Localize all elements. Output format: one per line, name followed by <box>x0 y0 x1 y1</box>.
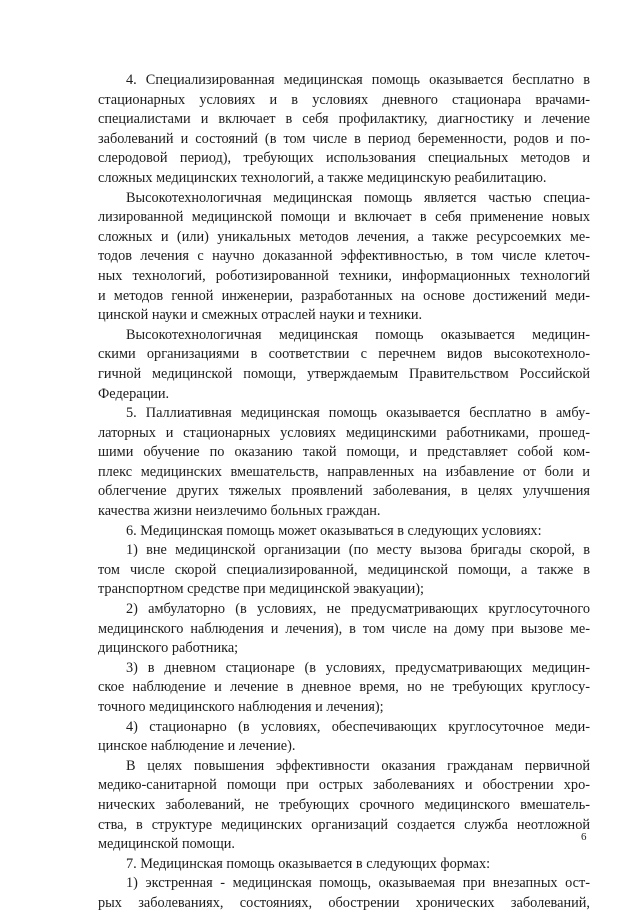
text-line: 6. Медицинская помощь может оказываться в следующих условиях: <box>126 522 542 539</box>
document-body <box>98 71 590 914</box>
text-line: стационарных условиях и в условиях дневного стационара врачами- <box>98 91 590 108</box>
text-line: латорных и стационарных условиях медицинскими работниками, прошед- <box>98 424 590 441</box>
text-line: скими организациями в соответствии с перечнем видов высокотехноло- <box>98 346 590 363</box>
text-line: 5. Паллиативная медицинская помощь оказывается бесплатно в амбу- <box>126 405 590 422</box>
text-line: 3) в дневном стационаре (в условиях, предусматривающих медицин- <box>126 659 590 676</box>
text-line: сложных медицинских технологий, а также медицинскую реабилитацию. <box>98 169 547 186</box>
text-line: Высокотехнологичная медицинская помощь оказывается медицин- <box>126 326 590 343</box>
text-line: 4) стационарно (в условиях, обеспечивающих круглосуточное меди- <box>126 718 590 735</box>
text-line: рых заболеваниях, состояниях, обострении хронических заболеваний, <box>98 894 590 911</box>
text-line: 2) амбулаторно (в условиях, не предусматривающих круглосуточного <box>126 601 590 618</box>
text-line: дицинского работника; <box>98 640 239 657</box>
text-line: Высокотехнологичная медицинская помощь является частью специа- <box>126 189 590 206</box>
text-line: транспортном средстве при медицинской эвакуации); <box>98 581 425 598</box>
text-line: ства, в структуре медицинских организаций создается служба неотложной <box>98 816 590 833</box>
text-line: 4. Специализированная медицинская помощь оказывается бесплатно в <box>126 72 590 88</box>
text-line: Федерации. <box>98 385 170 402</box>
text-line: нических заболеваний, не требующих срочного медицинского вмешатель- <box>98 796 590 813</box>
text-line: тодов лечения с научно доказанной эффективностью, в том числе клеточ- <box>98 248 590 265</box>
text-line: В целях повышения эффективности оказания гражданам первичной <box>126 757 590 774</box>
text-line: медицинского наблюдения и лечения), в том числе на дому при вызове ме- <box>98 620 590 637</box>
text-line: цинской науки и смежных отраслей науки и техники. <box>98 307 423 324</box>
text-line: слеродовой период), требующих использования специальных методов и <box>98 150 590 167</box>
text-line: 1) экстренная - медицинская помощь, оказываемая при внезапных ост- <box>126 875 590 892</box>
text-line: сложных и (или) уникальных методов лечения, а также ресурсоемких ме- <box>98 228 590 245</box>
text-line: ское наблюдение и лечение в дневное время, но не требующих круглосу- <box>98 679 590 696</box>
text-line: специалистами и включает в себя профилактику, диагностику и лечение <box>98 111 590 128</box>
text-line: качества жизни неизлечимо больных граждан. <box>98 503 381 520</box>
text-line: медико-санитарной помощи при острых заболеваниях и обострении хро- <box>98 777 590 794</box>
text-line: цинское наблюдение и лечение). <box>98 738 296 755</box>
text-line: плекс медицинских вмешательств, направленных на избавление от боли и <box>98 463 590 480</box>
text-line: и методов генной инженерии, разработанных на основе достижений меди- <box>98 287 590 304</box>
text-line: заболеваний и состояний (в том числе в период беременности, родов и по- <box>98 130 590 147</box>
text-line: 7. Медицинская помощь оказывается в следующих формах: <box>126 855 491 872</box>
text-line: том числе скорой специализированной, медицинской помощи, а также в <box>98 561 590 578</box>
text-line: ных технологий, роботизированной техники, информационных технологий <box>98 267 590 284</box>
text-line: медицинской помощи. <box>98 836 235 853</box>
text-line: гичной медицинской помощи, утверждаемым Правительством Российской <box>98 365 590 382</box>
text-line: 1) вне медицинской организации (по месту вызова бригады скорой, в <box>126 542 590 559</box>
text-line: шими обучение по оказанию такой помощи, и представляет собой ком- <box>98 444 590 461</box>
page-number: 6 <box>581 831 587 843</box>
text-line: лизированной медицинской помощи и включает в себя применение новых <box>98 209 590 226</box>
text-line: облегчение других тяжелых проявлений заболевания, в целях улучшения <box>98 483 590 500</box>
text-line: точного медицинского наблюдения и лечения); <box>98 699 384 715</box>
